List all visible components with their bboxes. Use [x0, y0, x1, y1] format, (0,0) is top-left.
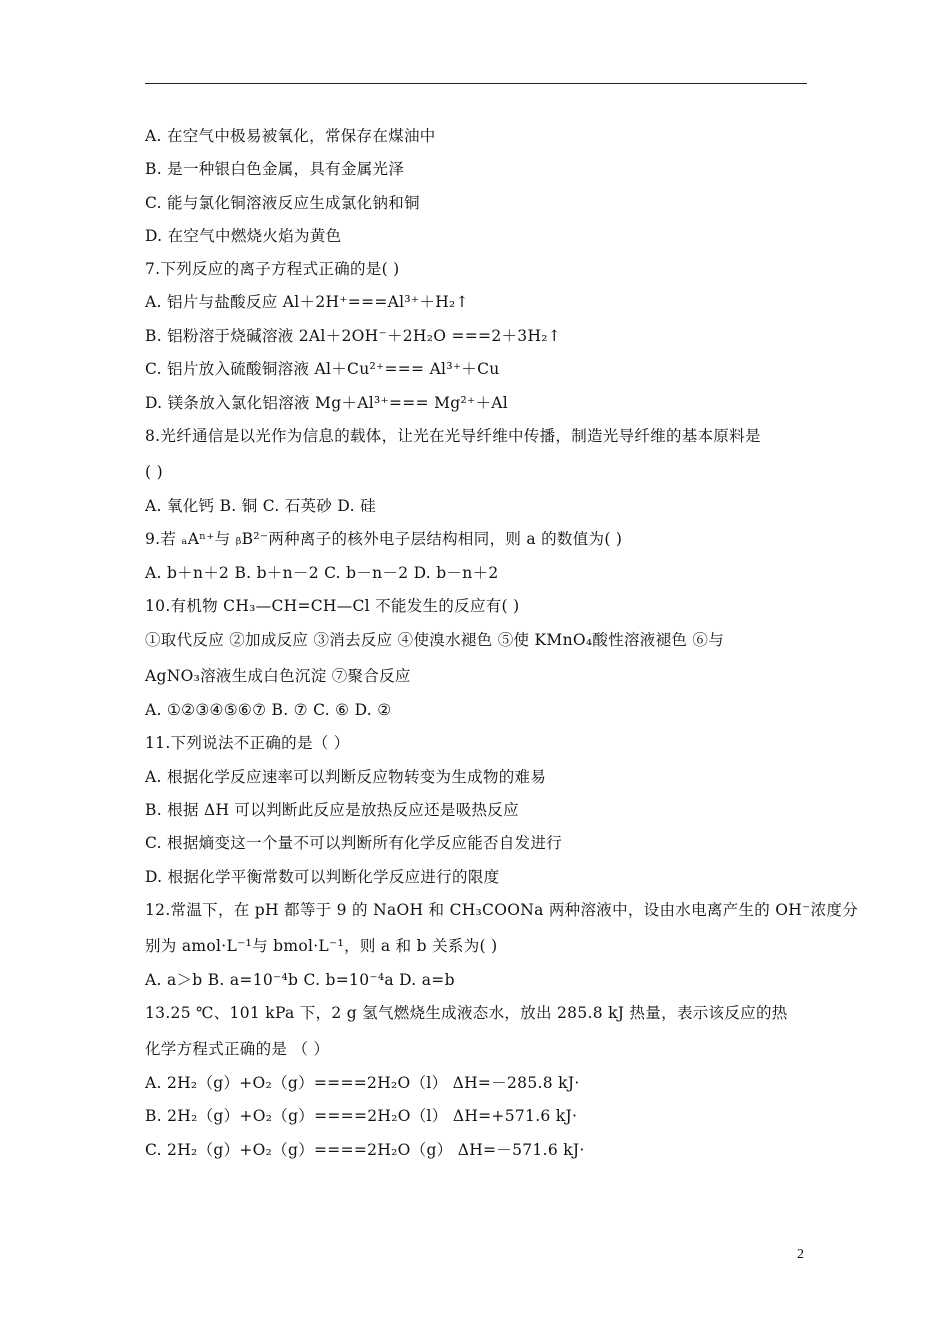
option-7a: A. 铝片与盐酸反应 Al＋2H⁺===Al³⁺＋H₂↑ [145, 293, 469, 311]
option-7c: C. 铝片放入硫酸铜溶液 Al＋Cu²⁺=== Al³⁺＋Cu [145, 360, 500, 378]
page-number: 2 [797, 1247, 804, 1262]
question-10: 10.有机物 CH₃—CH=CH—Cl 不能发生的反应有( ) [145, 597, 520, 615]
question-13-cont: 化学方程式正确的是 （ ） [145, 1040, 330, 1058]
option-13b: B. 2H₂（g）+O₂（g）====2H₂O（l） ΔH=+571.6 kJ· [145, 1107, 578, 1125]
options-10: A. ①②③④⑤⑥⑦ B. ⑦ C. ⑥ D. ② [145, 701, 392, 719]
options-8: A. 氧化钙 B. 铜 C. 石英砂 D. 硅 [145, 497, 376, 515]
option-11d: D. 根据化学平衡常数可以判断化学反应进行的限度 [145, 868, 500, 886]
question-13: 13.25 ℃、101 kPa 下，2 g 氢气燃烧生成液态水，放出 285.8 kJ 热量，表示该反应的热 [145, 1004, 788, 1022]
question-8: 8.光纤通信是以光作为信息的载体，让光在光导纤维中传播，制造光导纤维的基本原料是 [145, 427, 761, 445]
question-11: 11.下列说法不正确的是（ ） [145, 734, 350, 752]
option-6b: B. 是一种银白色金属，具有金属光泽 [145, 160, 405, 178]
question-9: 9.若 ₐAⁿ⁺与 ᵦB²⁻两种离子的核外电子层结构相同，则 a 的数值为( ) [145, 530, 623, 548]
option-6d: D. 在空气中燃烧火焰为黄色 [145, 227, 342, 245]
option-11a: A. 根据化学反应速率可以判断反应物转变为生成物的难易 [145, 768, 547, 786]
option-11c: C. 根据熵变这一个量不可以判断所有化学反应能否自发进行 [145, 834, 563, 852]
option-11b: B. 根据 ΔH 可以判断此反应是放热反应还是吸热反应 [145, 801, 519, 819]
question-7: 7.下列反应的离子方程式正确的是( ) [145, 260, 400, 278]
question-12: 12.常温下，在 pH 都等于 9 的 NaOH 和 CH₃COONa 两种溶液中，设由水电离产生的 OH⁻浓度分 [145, 901, 858, 919]
option-7d: D. 镁条放入氯化铝溶液 Mg＋Al³⁺=== Mg²⁺＋Al [145, 394, 509, 412]
header-rule [145, 83, 807, 84]
option-6a: A. 在空气中极易被氧化，常保存在煤油中 [145, 127, 436, 145]
question-12-cont: 别为 amol·L⁻¹与 bmol·L⁻¹，则 a 和 b 关系为( ) [145, 937, 498, 955]
options-12: A. a＞b B. a=10⁻⁴b C. b=10⁻⁴a D. a=b [145, 971, 455, 989]
question-8-blank: ( ) [145, 463, 163, 481]
option-13a: A. 2H₂（g）+O₂（g）====2H₂O（l） ΔH=－285.8 kJ· [145, 1074, 580, 1092]
question-10-items: ①取代反应 ②加成反应 ③消去反应 ④使溴水褪色 ⑤使 KMnO₄酸性溶液褪色 ⑥与 [145, 631, 725, 649]
option-7b: B. 铝粉溶于烧碱溶液 2Al＋2OH⁻＋2H₂O ===2＋3H₂↑ [145, 327, 562, 345]
option-13c: C. 2H₂（g）+O₂（g）====2H₂O（g） ΔH=－571.6 kJ· [145, 1141, 585, 1159]
question-10-items-cont: AgNO₃溶液生成白色沉淀 ⑦聚合反应 [145, 667, 411, 685]
option-6c: C. 能与氯化铜溶液反应生成氯化钠和铜 [145, 194, 420, 212]
options-9: A. b＋n＋2 B. b＋n－2 C. b－n－2 D. b－n＋2 [145, 564, 499, 582]
